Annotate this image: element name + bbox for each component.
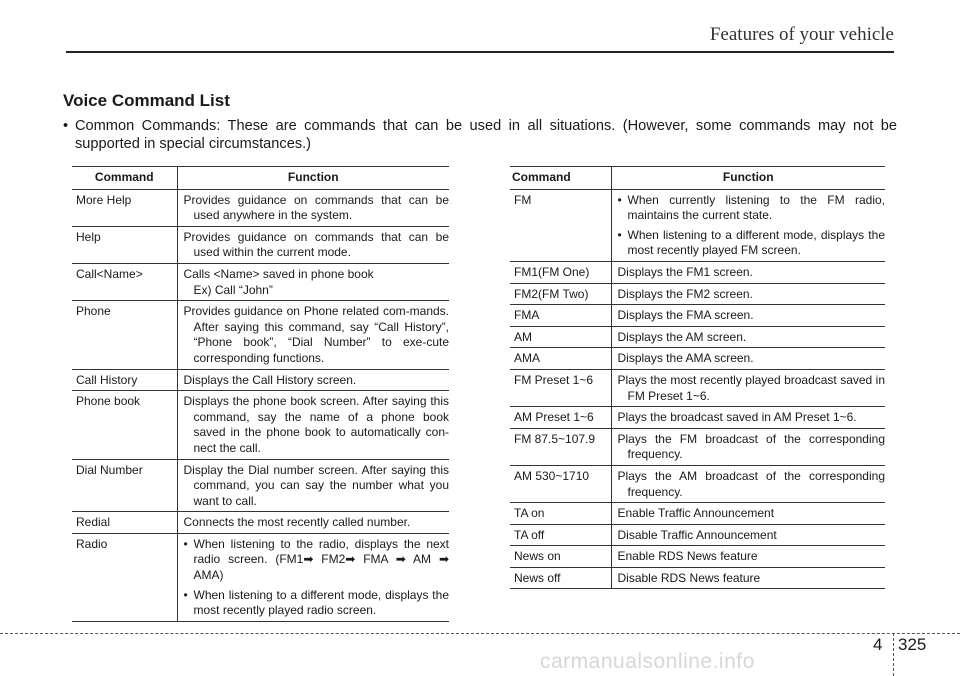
chapter-number: 4 <box>873 635 883 654</box>
table-row <box>510 524 885 546</box>
list-item: • When listening to the radio, displays the next radio screen. (FM1➡ FM2➡ FMA ➡ AM ➡ AMA) <box>183 536 449 583</box>
command-cell: AM <box>510 326 611 348</box>
table-row <box>72 301 449 369</box>
list-item: • When currently listening to the FM radio, maintains the current state. <box>617 192 885 223</box>
watermark: carmanualsonline.info <box>540 650 755 673</box>
function-cell: Disable Traffic Announcement <box>611 524 885 546</box>
function-cell: Displays the AMA screen. <box>611 348 885 370</box>
table-row <box>72 226 449 263</box>
function-cell: Provides guidance on commands that can be used anywhere in the system. <box>177 189 449 226</box>
function-cell: Displays the Call History screen. <box>177 369 449 391</box>
command-cell: AMA <box>510 348 611 370</box>
table-row <box>510 326 885 348</box>
page-number: 325 <box>898 635 927 654</box>
command-cell: News off <box>510 567 611 589</box>
column-header-function: Function <box>611 167 885 190</box>
bullet-icon: • <box>617 192 622 207</box>
function-cell: Plays the AM broadcast of the corresponding frequency. <box>611 465 885 502</box>
function-cell: Connects the most recently called number. <box>177 512 449 534</box>
command-cell: Radio <box>72 533 177 621</box>
table-row <box>72 533 449 621</box>
table-row <box>510 407 885 429</box>
bullet-icon: • <box>63 118 69 134</box>
command-cell: TA off <box>510 524 611 546</box>
command-cell: FM Preset 1~6 <box>510 369 611 406</box>
function-cell: Displays the FM2 screen. <box>611 283 885 305</box>
function-cell: Display the Dial number screen. After saying this command, you can say the number what you want to call. <box>177 459 449 512</box>
table-row <box>510 369 885 406</box>
command-cell: FM 87.5~107.9 <box>510 428 611 465</box>
command-cell: Dial Number <box>72 459 177 512</box>
function-cell <box>611 189 885 261</box>
function-cell: Enable Traffic Announcement <box>611 503 885 525</box>
command-cell: Redial <box>72 512 177 534</box>
function-cell: Plays the FM broadcast of the corresponding frequency. <box>611 428 885 465</box>
function-cell: Calls <Name> saved in phone book Ex) Call “John” <box>177 263 449 300</box>
bullet-icon: • <box>617 227 622 242</box>
list-item: • When listening to a different mode, displays the most recently played FM screen. <box>617 227 885 258</box>
function-cell: Displays the FM1 screen. <box>611 261 885 283</box>
column-header-command: Command <box>72 167 177 190</box>
column-header-command: Command <box>510 167 611 190</box>
footer-rule <box>0 633 960 634</box>
table-row <box>510 503 885 525</box>
function-cell: Enable RDS News feature <box>611 546 885 568</box>
table-row <box>72 369 449 391</box>
command-cell: FM2(FM Two) <box>510 283 611 305</box>
left-command-table <box>72 166 449 622</box>
command-cell: More Help <box>72 189 177 226</box>
table-row <box>510 189 885 261</box>
command-cell: TA on <box>510 503 611 525</box>
right-command-table <box>510 166 885 589</box>
intro-paragraph <box>63 117 897 153</box>
command-cell: Help <box>72 226 177 263</box>
command-cell: FMA <box>510 305 611 327</box>
bullet-icon: • <box>183 587 188 602</box>
table-row <box>510 546 885 568</box>
table-row <box>72 263 449 300</box>
command-cell: News on <box>510 546 611 568</box>
table-header-row <box>510 167 885 190</box>
table-row <box>510 305 885 327</box>
table-row <box>510 348 885 370</box>
header-rule <box>66 51 894 53</box>
bullet-icon: • <box>183 536 188 551</box>
footer-divider <box>893 633 894 676</box>
function-cell: Disable RDS News feature <box>611 567 885 589</box>
command-cell: Phone <box>72 301 177 369</box>
table-row <box>72 391 449 459</box>
function-cell: Plays the broadcast saved in AM Preset 1~6. <box>611 407 885 429</box>
command-cell: FM1(FM One) <box>510 261 611 283</box>
table-row <box>72 189 449 226</box>
command-cell: Phone book <box>72 391 177 459</box>
function-cell: Displays the phone book screen. After saying this command, say the name of a phone book saved in the phone book to automatically con-nect the call. <box>177 391 449 459</box>
table-header-row <box>72 167 449 190</box>
running-header: Features of your vehicle <box>709 24 894 45</box>
function-cell: Provides guidance on Phone related com-mands. After saying this command, say “Call History”, “Phone book”, “Dial Number” to exe-cute corresponding functions. <box>177 301 449 369</box>
command-cell: AM Preset 1~6 <box>510 407 611 429</box>
column-header-function: Function <box>177 167 449 190</box>
table-row <box>72 459 449 512</box>
command-cell: FM <box>510 189 611 261</box>
list-item: • When listening to a different mode, displays the most recently played radio screen. <box>183 587 449 618</box>
function-cell: Displays the AM screen. <box>611 326 885 348</box>
function-cell: Provides guidance on commands that can be used within the current mode. <box>177 226 449 263</box>
intro-text: Common Commands: These are commands that can be used in all situations. (However, some commands may not be supported in special circumstances.) <box>75 118 897 152</box>
command-cell: Call<Name> <box>72 263 177 300</box>
table-row <box>510 428 885 465</box>
table-row <box>510 465 885 502</box>
table-row <box>72 512 449 534</box>
function-cell <box>177 533 449 621</box>
table-row <box>510 283 885 305</box>
table-row <box>510 261 885 283</box>
function-cell: Plays the most recently played broadcast saved in FM Preset 1~6. <box>611 369 885 406</box>
command-cell: Call History <box>72 369 177 391</box>
section-title: Voice Command List <box>63 91 230 110</box>
table-row <box>510 567 885 589</box>
command-cell: AM 530~1710 <box>510 465 611 502</box>
function-cell: Displays the FMA screen. <box>611 305 885 327</box>
